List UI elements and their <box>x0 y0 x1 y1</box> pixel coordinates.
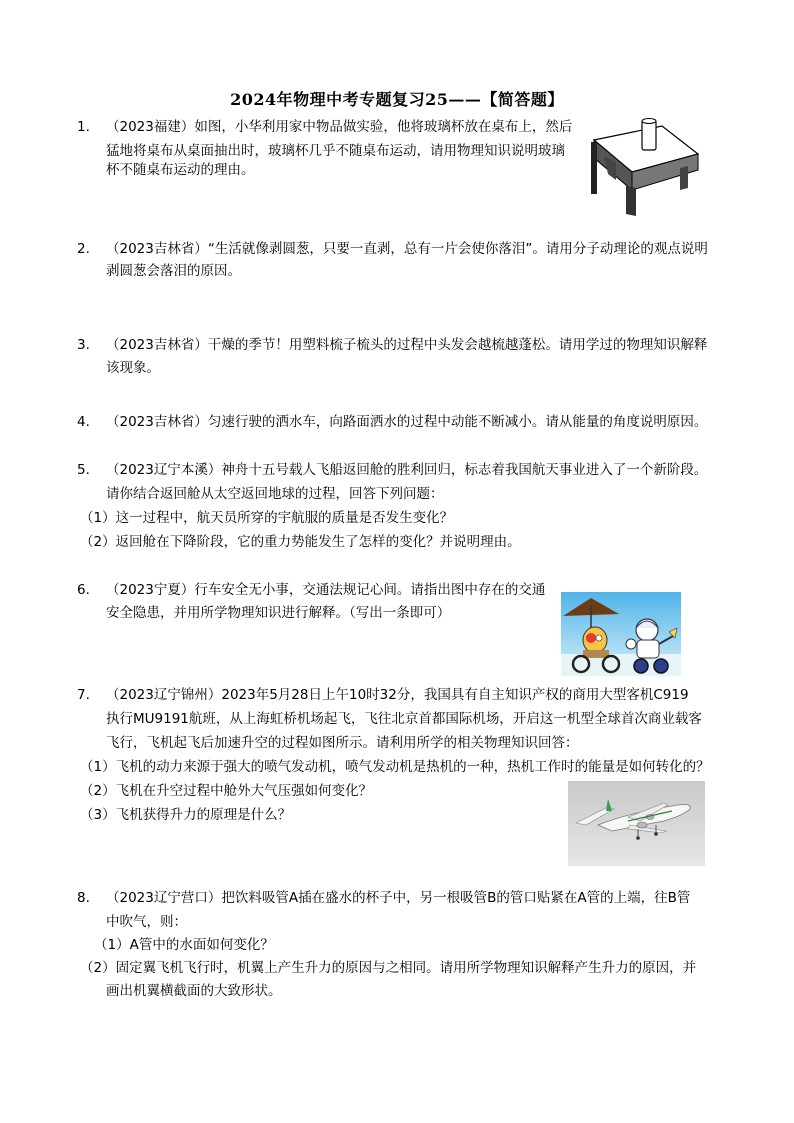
question-text-line: （2023宁夏）行车安全无小事，交通法规记心间。请指出图中存在的交通 <box>106 582 546 598</box>
question-text-line: 请你结合返回舱从太空返回地球的过程，回答下列问题： <box>106 486 444 502</box>
airplane-figure <box>568 781 705 866</box>
traffic-scene-figure <box>561 592 681 676</box>
question-text-line: 中吹气，则： <box>106 914 187 930</box>
sub-question: （2）固定翼飞机飞行时，机翼上产生升力的原因与之相同。请用所学物理知识解释产生升力的原因，并 <box>80 960 697 976</box>
question-number: 7. <box>77 687 90 703</box>
sub-question: （1）飞机的动力来源于强大的喷气发动机，喷气发动机是热机的一种，热机工作时的能量是如何转化的？ <box>80 759 710 775</box>
question-number: 6. <box>77 582 90 598</box>
question-text-line: 执行MU9191航班，从上海虹桥机场起飞，飞往北京首都国际机场，开启这一机型全球首次商业载客 <box>106 711 702 727</box>
question-number: 3. <box>77 337 90 353</box>
sub-question: 画出机翼横截面的大致形状。 <box>106 983 282 999</box>
question-text-line: （2023辽宁本溪）神舟十五号载人飞船返回舱的胜利回归，标志着我国航天事业进入了一个新阶段。 <box>106 462 708 478</box>
sub-question: （3）飞机获得升力的原理是什么？ <box>80 807 292 823</box>
page-title: 2024年物理中考专题复习25——【简答题】 <box>230 90 564 109</box>
question-text-line: 剥圆葱会落泪的原因。 <box>106 263 241 279</box>
question-text-line: （2023吉林省）匀速行驶的洒水车，向路面洒水的过程中动能不断减小。请从能量的角度说明原因。 <box>106 414 708 430</box>
sub-question: （2）返回舱在下降阶段，它的重力势能发生了怎样的变化？并说明理由。 <box>80 534 521 550</box>
question-number: 2. <box>77 241 90 257</box>
question-number: 4. <box>77 414 90 430</box>
question-text-line: （2023福建）如图，小华利用家中物品做实验，他将玻璃杯放在桌布上，然后 <box>106 119 573 135</box>
question-text-line: （2023吉林省）“生活就像剥圆葱，只要一直剥，总有一片会使你落泪”。请用分子动理论的观点说明 <box>106 241 708 257</box>
question-text-line: 安全隐患，并用所学物理知识进行解释。（写出一条即可） <box>106 605 451 621</box>
question-text-line: （2023吉林省）干燥的季节！用塑料梳子梳头的过程中头发会越梳越蓬松。请用学过的物理知识解释 <box>106 337 708 353</box>
question-number: 8. <box>77 890 90 906</box>
sub-question: （1）这一过程中，航天员所穿的宇航服的质量是否发生变化？ <box>80 510 454 526</box>
question-text-line: 杯不随桌布运动的理由。 <box>106 162 255 178</box>
question-text-line: （2023辽宁锦州）2023年5月28日上午10时32分，我国具有自主知识产权的商用大型客机C919 <box>106 687 689 703</box>
sub-question: （1）A管中的水面如何变化？ <box>94 937 274 953</box>
question-text-line: 该现象。 <box>106 360 160 376</box>
question-text-line: 猛地将桌布从桌面抽出时，玻璃杯几乎不随桌布运动，请用物理知识说明玻璃 <box>106 143 565 159</box>
question-text-line: 飞行，飞机起飞后加速升空的过程如图所示。请利用所学的相关物理知识回答： <box>106 735 579 751</box>
question-text-line: （2023辽宁营口）把饮料吸管A插在盛水的杯子中，另一根吸管B的管口贴紧在A管的上端，往B管 <box>106 890 691 906</box>
sub-question: （2）飞机在升空过程中舱外大气压强如何变化？ <box>80 783 373 799</box>
table-glass-figure <box>586 114 702 218</box>
question-number: 1. <box>77 119 90 135</box>
question-number: 5. <box>77 462 90 478</box>
